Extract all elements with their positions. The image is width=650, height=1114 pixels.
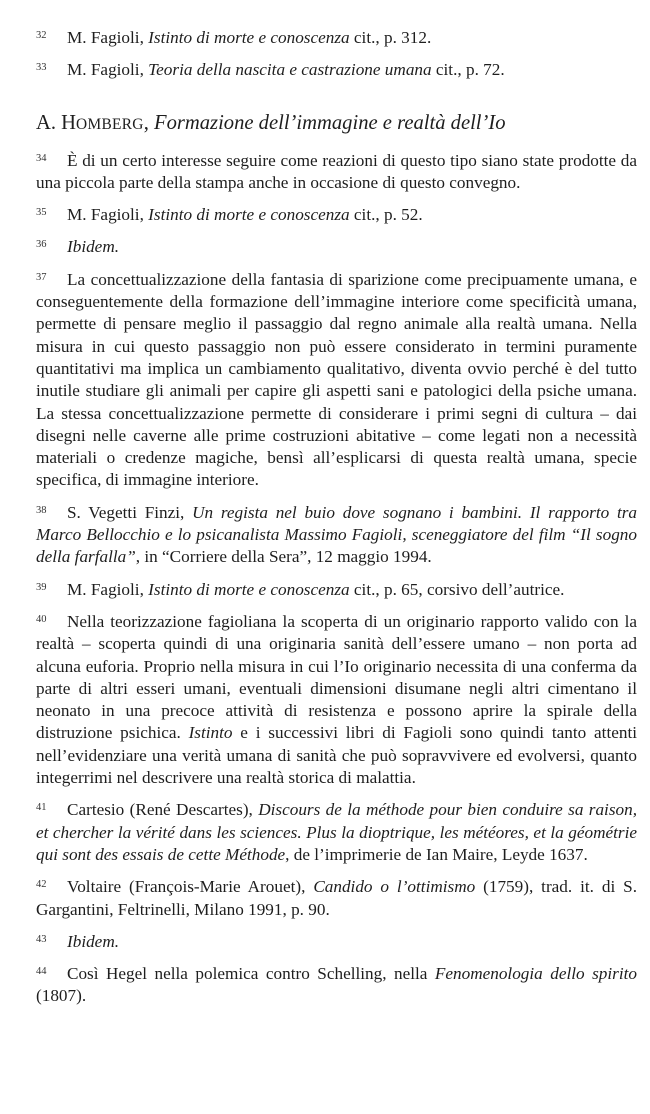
section-heading bbox=[36, 110, 637, 138]
footnote-text: e i successivi libri di Fagioli sono quindi tanto attenti nell’evidenziare una verità umana di sanità che può sopravvivere ed evolversi, quanto integerrimi nel descrivere una realtà storica di malattia. bbox=[36, 723, 637, 788]
footnote-text: (1759), trad. it. di S. Gargantini, Feltrinelli, Milano 1991, p. 90. bbox=[36, 877, 637, 919]
footnote-italic-text: Istinto di morte e conoscenza bbox=[148, 28, 350, 47]
footnotes-block-after bbox=[36, 150, 637, 1008]
footnote-text: Così Hegel nella polemica contro Schelling, nella bbox=[67, 964, 435, 984]
footnote-italic-text: Ibidem. bbox=[67, 931, 120, 951]
footnote-text: cit., p. 65, corsivo dell’autrice. bbox=[349, 579, 565, 599]
footnote-text: , de l’imprimerie de Ian Maire, Leyde 1637. bbox=[285, 844, 588, 864]
footnote-text: È di un certo interesse seguire come reazioni di questo tipo siano state prodotte da una piccola parte della stampa anche in occasione di questo convegno. bbox=[36, 150, 637, 192]
footnote-33: 33 M. Fagioli, Teoria della nascita e castrazione umana cit., p. 72. bbox=[36, 60, 505, 80]
footnote-text: M. Fagioli, bbox=[67, 579, 149, 599]
footnote-italic-text: Ibidem. bbox=[67, 237, 120, 257]
footnote-italic-text: Istinto di morte e conoscenza bbox=[148, 205, 350, 225]
footnote-text: M. Fagioli, bbox=[67, 28, 149, 47]
footnote-40: 40 Nella teorizzazione fagioliana la scoperta di un originario rapporto valido con la realtà – scoperta quindi di una originaria sanità dell’essere umano – non porta ad alcuna euforia. Proprio nella misura in cui l’Io originario necessita di una conferma da parte di altri esseri umani, eventuali dimensioni disumane negli altri cimentano il neonato in una precoce attività di resistenza e possono aprire la spirale della distruzione psichica. Istinto e i successivi libri di Fagioli sono quindi tanto attenti nell’evidenziare una verità umana di sanità che può sopravvivere ed evolversi, quanto integerrimi nel descrivere una realtà storica di malattia. bbox=[36, 611, 637, 788]
footnote-32: 32 M. Fagioli, Istinto di morte e conoscenza cit., p. 312. bbox=[36, 28, 432, 47]
footnote-text: , in “Corriere della Sera”, 12 maggio 1994. bbox=[135, 547, 432, 567]
footnote-italic-text: Istinto bbox=[188, 723, 233, 743]
footnote-text: cit., p. 52. bbox=[349, 205, 423, 225]
footnote-text: S. Vegetti Finzi, bbox=[67, 502, 193, 522]
footnote-italic-text: Candido o l’ottimismo bbox=[313, 877, 476, 897]
footnote-text: (1807). bbox=[36, 986, 87, 1006]
footnotes-block-before bbox=[36, 27, 637, 82]
footnote-35: 35 M. Fagioli, Istinto di morte e conoscenza cit., p. 52. bbox=[36, 205, 423, 225]
section-author-rest: OMBERG bbox=[76, 115, 144, 133]
footnote-39: 39 M. Fagioli, Istinto di morte e conoscenza cit., p. 65, corsivo dell’autrice. bbox=[36, 579, 565, 599]
section-separator: , bbox=[143, 111, 154, 134]
footnote-37: 37 La concettualizzazione della fantasia di sparizione come precipuamente umana, e conseguentemente della formazione dell’immagine interiore come specificità umana, permette di pensare meglio il passaggio dal regno animale alla realtà umana. Nella misura in cui questo passaggio non può essere considerato in termini puramente quantitativi ma implica un cambiamento qualitativo, diventa ovvio perché è del tutto inutile studiare gli animali per capire gli aspetti sani e patologici della psiche umana. La stessa concettualizzazione permette di considerare i primi segni di cultura – dai disegni nelle caverne alle prime costruzioni abitative – come legati non a necessità materiali o credenze magiche, bensì all’esplicarsi di questa realtà umana, specie specifica, di immagine interiore. bbox=[36, 269, 637, 490]
footnote-38: 38 S. Vegetti Finzi, Un regista nel buio dove sognano i bambini. Il rapporto tra Marco Bellocchio e lo psicanalista Massimo Fagioli, sceneggiatore del film “Il sogno della farfalla”, in “Corriere della Sera”, 12 maggio 1994. bbox=[36, 502, 637, 567]
footnote-italic-text: Fenomenologia dello spirito bbox=[434, 964, 637, 984]
footnote-44: 44 Così Hegel nella polemica contro Schelling, nella Fenomenologia dello spirito (1807). bbox=[36, 964, 637, 1006]
footnote-text: M. Fagioli, bbox=[67, 205, 149, 225]
footnote-text: Nella teorizzazione fagioliana la scoperta di un originario rapporto valido con la realtà – scoperta quindi di una originaria sanità dell’essere umano – non porta ad alcuna euforia. Proprio nella misura in cui l’Io originario necessita di una conferma da parte di altri esseri umani, eventuali dimensioni disumane negli altri cimentano il neonato in una precoce attività di resistenza e possono aprire la spirale della distruzione psichica. bbox=[36, 611, 637, 743]
footnote-italic-text: Un regista nel buio dove sognano i bambini. Il rapporto tra Marco Bellocchio e lo psicanalista Massimo Fagioli, sceneggiatore del film “Il sogno della farfalla” bbox=[36, 502, 637, 567]
footnote-italic-text: Discours de la méthode pour bien conduire sa raison, et chercher la vérité dans les sciences. Plus la dioptrique, les météores, et la géométrie qui sont des essais de cette Méthode bbox=[36, 800, 638, 864]
footnote-text: M. Fagioli, bbox=[67, 60, 149, 80]
footnote-42: 42 Voltaire (François-Marie Arouet), Candido o l’ottimismo (1759), trad. it. di S. Gargantini, Feltrinelli, Milano 1991, p. 90. bbox=[36, 877, 637, 919]
footnote-text: Cartesio (René Descartes), bbox=[67, 800, 259, 820]
footnote-41: 41 Cartesio (René Descartes), Discours de la méthode pour bien conduire sa raison, et chercher la vérité dans les sciences. Plus la dioptrique, les météores, et la géométrie qui sont des essais de cette Méthode, de l’imprimerie de Ian Maire, Leyde 1637. bbox=[36, 800, 638, 864]
footnote-text: cit., p. 312. bbox=[349, 28, 432, 47]
footnote-italic-text: Teoria della nascita e castrazione umana bbox=[148, 60, 432, 80]
footnote-italic-text: Istinto di morte e conoscenza bbox=[148, 579, 350, 599]
footnote-34: 34 È di un certo interesse seguire come reazioni di questo tipo siano state prodotte da una piccola parte della stampa anche in occasione di questo convegno. bbox=[36, 150, 637, 192]
section-title: Formazione dell’immagine e realtà dell’Io bbox=[154, 111, 506, 134]
footnote-text: La concettualizzazione della fantasia di sparizione come precipuamente umana, e conseguentemente della formazione dell’immagine interiore come specificità umana, permette di pensare meglio il passaggio dal regno animale alla realtà umana. Nella misura in cui questo passaggio non può essere considerato in termini puramente quantitativi ma implica un cambiamento qualitativo, diventa ovvio perché è del tutto inutile studiare gli animali per capire gli aspetti sani e patologici della psiche umana. La stessa concettualizzazione permette di considerare i primi segni di cultura – dai disegni nelle caverne alle prime costruzioni abitative – come legati non a necessità materiali o credenze magiche, bensì all’esplicarsi di questa realtà umana, specie specifica, di immagine interiore. bbox=[36, 269, 637, 490]
footnote-text: Voltaire (François-Marie Arouet), bbox=[67, 877, 314, 897]
section-author-initial: A. H bbox=[36, 111, 77, 134]
footnote-43: 43 Ibidem. bbox=[36, 931, 120, 951]
footnote-36: 36 Ibidem. bbox=[36, 237, 120, 257]
footnote-text: cit., p. 72. bbox=[431, 60, 505, 80]
